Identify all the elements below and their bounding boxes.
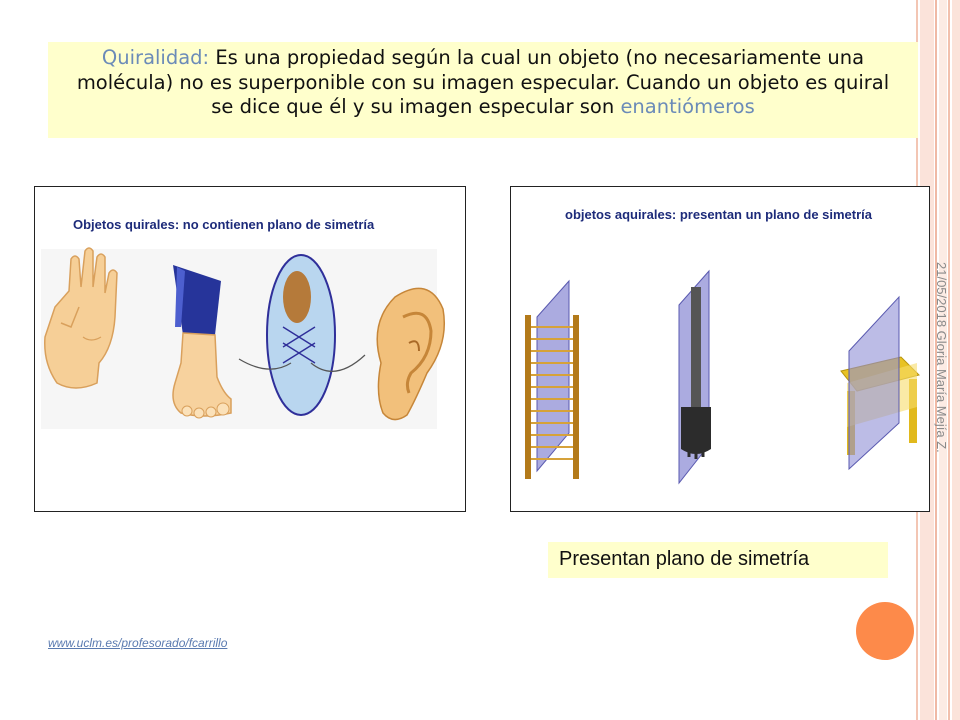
achiral-objects-panel (510, 186, 930, 512)
term-enantiomeros: enantiómeros (620, 95, 755, 118)
fork-icon (679, 271, 711, 483)
table-icon (841, 297, 919, 469)
achiral-panel-title: objetos aquirales: presentan un plano de simetría (565, 207, 873, 222)
date-author-text (933, 262, 955, 522)
caption-text: Presentan plano de simetría (559, 548, 810, 570)
term-quiralidad: Quiralidad: (101, 46, 210, 69)
source-link[interactable]: www.uclm.es/profesorado/fcarrillo (48, 636, 228, 650)
caption-box (548, 542, 888, 578)
definition-box (48, 42, 918, 138)
date-author-label: 21/05/2018 Gloria María Mejía Z. (934, 262, 949, 453)
chiral-panel-title: Objetos quirales: no contienen plano de simetría (73, 217, 375, 232)
definition-text: Es una propiedad según la cual un objeto (no necesariamente una molécula) no es superponible con su imagen especular. Cuando un objeto es quiral se dice que él y su imagen especular son (76, 46, 890, 118)
chiral-objects-illustration (35, 187, 466, 512)
ladder-icon (525, 281, 579, 479)
achiral-objects-illustration (511, 187, 930, 512)
chiral-objects-panel (34, 186, 466, 512)
orange-circle-decoration (856, 602, 914, 660)
